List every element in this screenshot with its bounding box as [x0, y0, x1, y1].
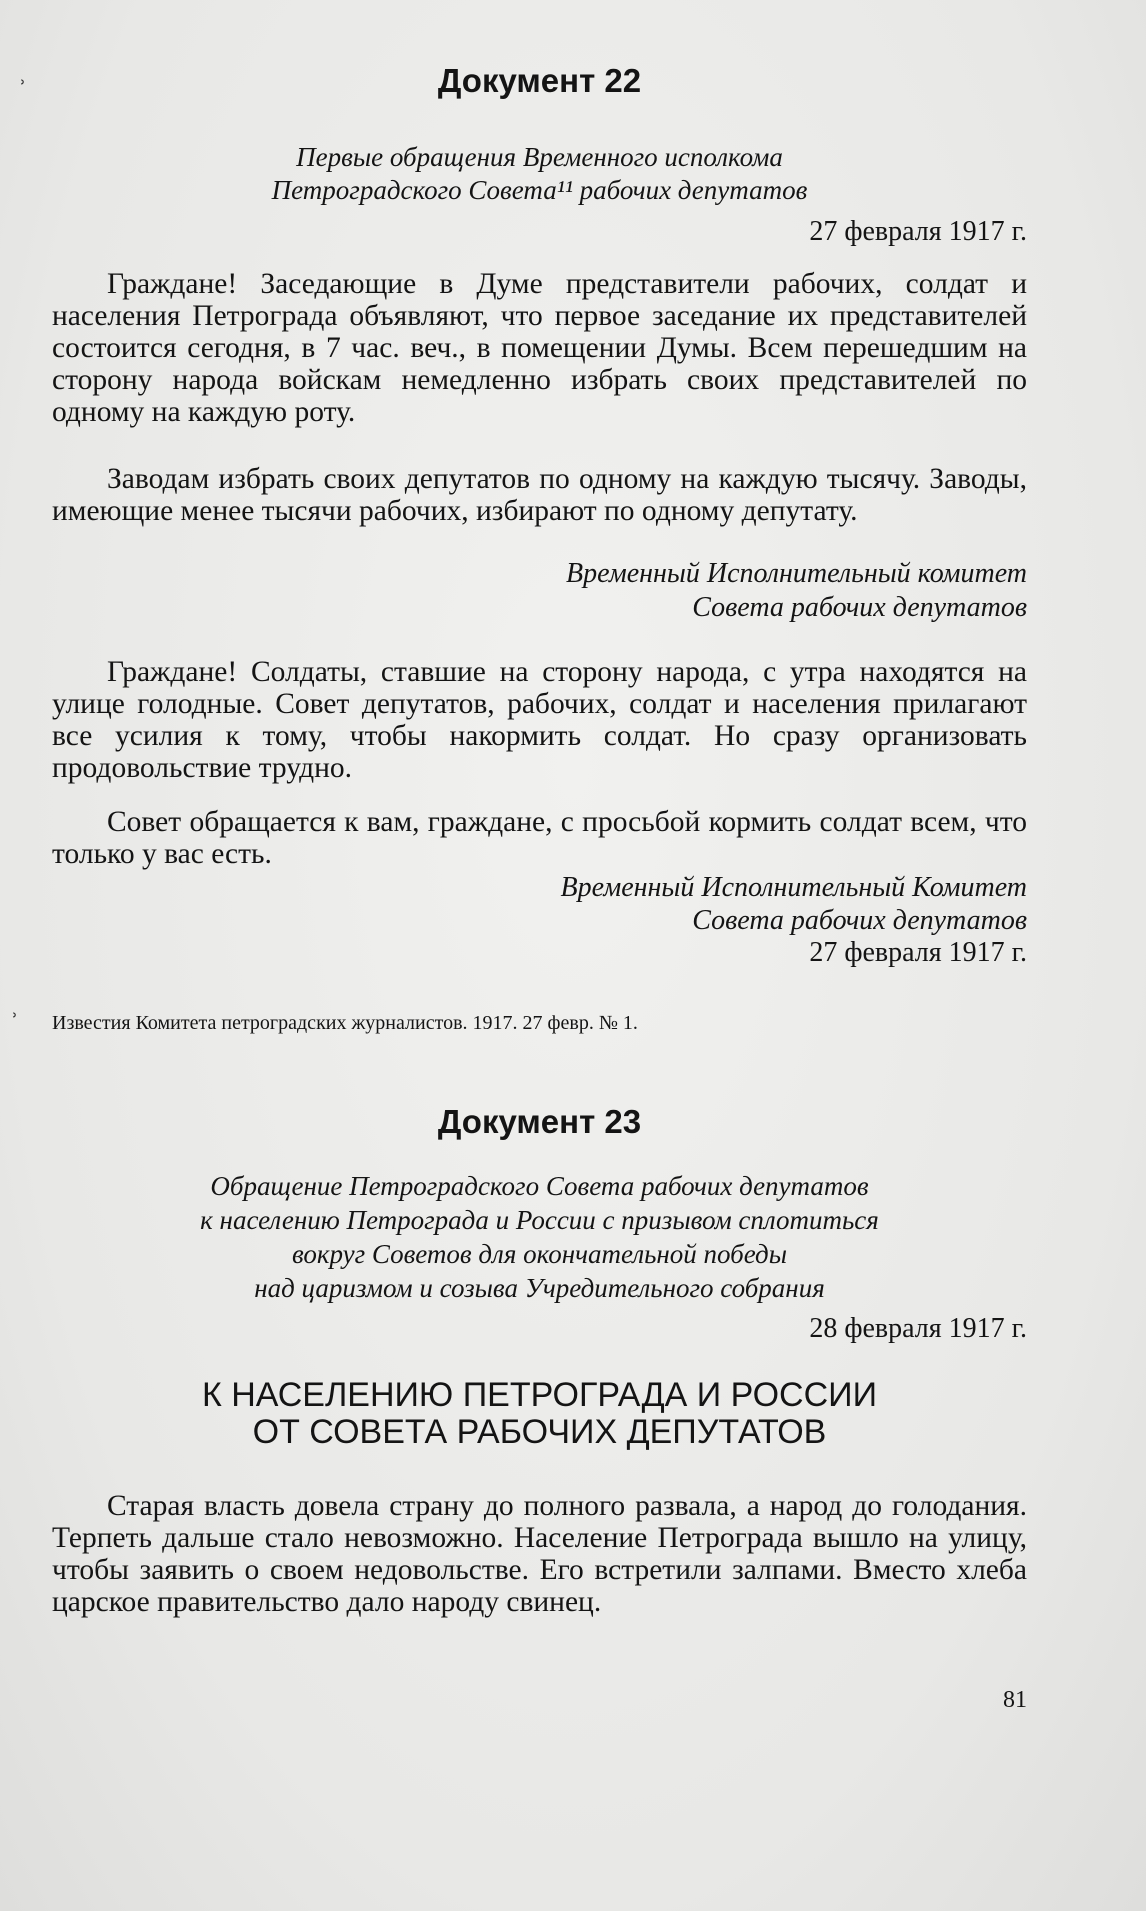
- document-22-source-note: Известия Комитета петроградских журналистов. 1917. 27 февр. № 1.: [52, 1012, 638, 1034]
- document-23-subtitle-line-4: над царизмом и созыва Учредительного собрания: [254, 1273, 825, 1303]
- document-22-subtitle-line-2: Петроградского Совета¹¹ рабочих депутатов: [271, 175, 808, 205]
- document-22-signature-2-line-1: Временный Исполнительный Комитет: [560, 872, 1027, 903]
- document-23-date: 28 февраля 1917 г.: [809, 1313, 1027, 1344]
- text-column: [52, 0, 1027, 1911]
- document-22-paragraph-2: Заводам избрать своих депутатов по одному на каждую тысячу. Заводы, имеющие менее тысячи рабочих, избирают по одному депутату.: [52, 463, 1027, 527]
- document-22-paragraph-4: Совет обращается к вам, граждане, с просьбой кормить солдат всем, что только у вас есть.: [52, 806, 1027, 870]
- page-number: 81: [1003, 1687, 1027, 1713]
- document-22-signature-1-line-1: Временный Исполнительный комитет: [565, 558, 1027, 589]
- document-22-heading: Документ 22: [437, 62, 642, 99]
- document-22-subtitle-line-1: Первые обращения Временного исполкома: [296, 142, 783, 172]
- document-23-subtitle-line-1: Обращение Петроградского Совета рабочих депутатов: [210, 1171, 869, 1201]
- document-23-paragraph-1: Старая власть довела страну до полного развала, а народ до голодания. Терпеть дальше стало невозможно. Население Петрограда вышло на улицу, чтобы заявить о своем недовольстве. Его встретили залпами. Вместо хлеба царское правительство дало народу свинец.: [52, 1490, 1027, 1618]
- margin-mark: ʾ: [20, 75, 27, 99]
- margin-mark: ʾ: [12, 1008, 19, 1032]
- document-23-heading: Документ 23: [437, 1103, 642, 1140]
- document-22-signature-1-line-2: Совета рабочих депутатов: [692, 592, 1027, 623]
- document-23-subtitle-line-3: вокруг Советов для окончательной победы: [291, 1239, 788, 1269]
- document-23-subtitle-line-2: к населению Петрограда и России с призывом сплотиться: [200, 1205, 879, 1235]
- document-22-paragraph-1: Граждане! Заседающие в Думе представители рабочих, солдат и населения Петрограда объявляют, что первое заседание их представителей состоится сегодня, в 7 час. веч., в помещении Думы. Всем перешедшим на сторону народа войскам немедленно избрать своих представителей по одному на каждую роту.: [52, 268, 1027, 428]
- document-22-signature-2-line-2: Совета рабочих депутатов: [692, 905, 1027, 936]
- appeal-title-line-2: ОТ СОВЕТА РАБОЧИХ ДЕПУТАТОВ: [252, 1413, 827, 1451]
- appeal-title-line-1: К НАСЕЛЕНИЮ ПЕТРОГРАДА И РОССИИ: [201, 1376, 878, 1414]
- document-22-paragraph-3: Граждане! Солдаты, ставшие на сторону народа, с утра находятся на улице голодные. Совет депутатов, рабочих, солдат и населения прилагают все усилия к тому, чтобы накормить солдат. Но сразу организовать продовольствие трудно.: [52, 656, 1027, 784]
- document-22-date: 27 февраля 1917 г.: [809, 216, 1027, 247]
- document-22-signature-2-date: 27 февраля 1917 г.: [809, 937, 1027, 968]
